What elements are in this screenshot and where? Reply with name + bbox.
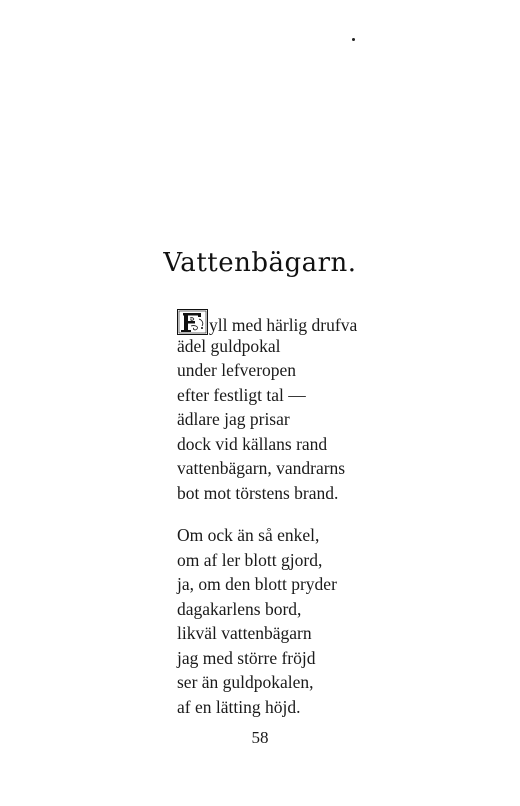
- poem-line: ädlare jag prisar: [177, 409, 290, 429]
- poem-line: under lefveropen: [177, 360, 297, 380]
- poem-line: jag med större fröjd: [177, 647, 316, 668]
- poem-line: [177, 309, 357, 334]
- poem-line: efter festligt tal —: [177, 384, 306, 405]
- stanza-1: [177, 309, 357, 505]
- poem-line: likväl vattenbägarn: [177, 623, 312, 643]
- poem-line: dagakarlens bord,: [177, 598, 302, 619]
- poem-line: om af ler blott gjord,: [177, 549, 323, 570]
- poem-line: bot mot törstens brand.: [177, 482, 339, 503]
- poem-line: ser än guldpokalen,: [177, 672, 314, 692]
- poem-line: dock vid källans rand: [177, 433, 328, 454]
- poem-line: vattenbägarn, vandrarns: [177, 458, 346, 478]
- poem-line: ja, om den blott pryder: [177, 574, 337, 594]
- stanza-2: [177, 523, 337, 719]
- poem-title: Vattenbägarn.: [163, 248, 357, 278]
- ink-speck: [352, 38, 355, 41]
- poem-line: Om ock än så enkel,: [177, 525, 320, 545]
- poem-line: af en lätting höjd.: [177, 696, 301, 717]
- ornamental-drop-cap-F: [177, 309, 208, 335]
- page-number: 58: [251, 728, 269, 747]
- poem-line: ädel guldpokal: [177, 335, 281, 356]
- first-line-text: yll med härlig drufva: [209, 315, 358, 335]
